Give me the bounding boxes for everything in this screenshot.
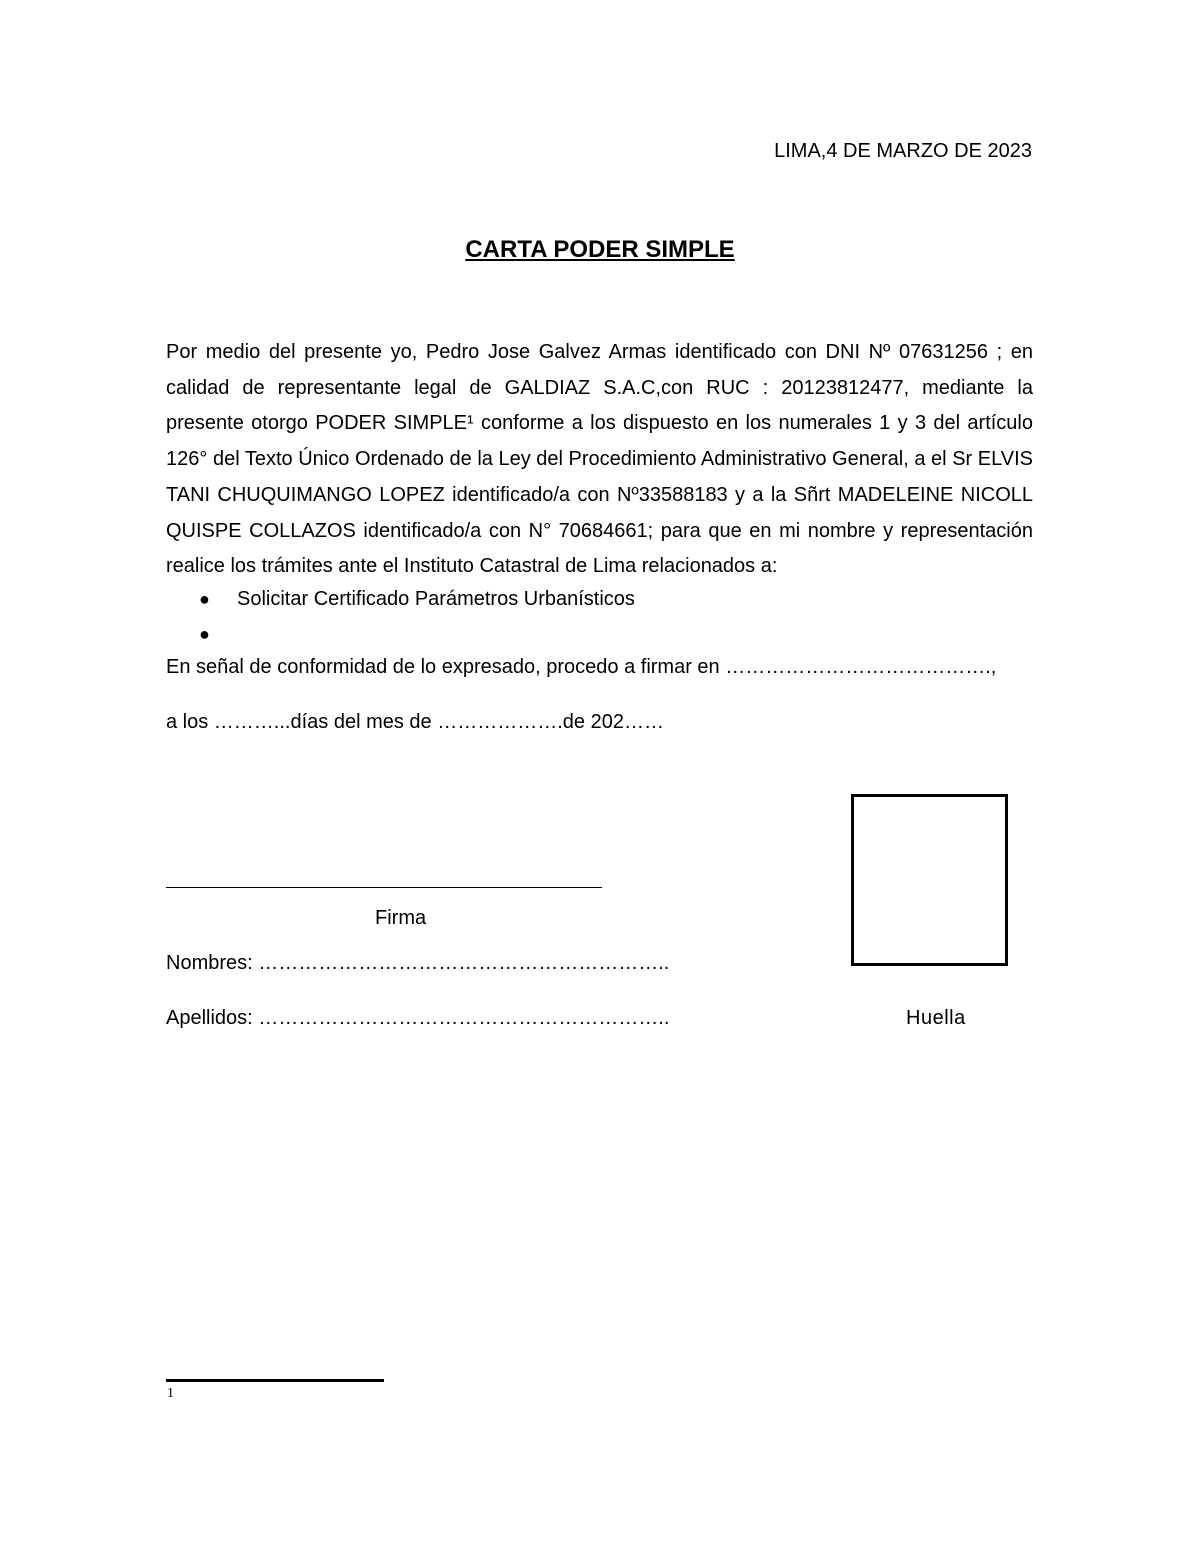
bullet-icon: ● xyxy=(199,624,210,644)
footnote-separator xyxy=(166,1379,384,1382)
date-fill-line: a los ………...días del mes de ……………….de 202…… xyxy=(166,711,664,733)
body-paragraph: Por medio del presente yo, Pedro Jose Galvez Armas identificado con DNI Nº 07631256 ; en calidad de representante legal de GALDIAZ S.A.C,con RUC : 20123812477, mediante la presente otorgo PODER SIMPLE¹ conforme a los dispuesto en los numerales 1 y 3 del artículo 126° del Texto Único Ordenado de la Ley del Procedimiento Administrativo General, a el Sr ELVIS TANI CHUQUIMANGO LOPEZ identificado/a con Nº33588183 y a la Sñrt MADELEINE NICOLL QUISPE COLLAZOS identificado/a con N° 70684661; para que en mi nombre y representación realice los trámites ante el Instituto Catastral de Lima relacionados a: xyxy=(166,341,1033,578)
signature-label: Firma xyxy=(375,907,427,929)
closing-statement: En señal de conformidad de lo expresado, procedo a firmar en …………………………………., xyxy=(166,656,997,678)
document-date: LIMA,4 DE MARZO DE 2023 xyxy=(774,140,1032,162)
apellidos-field: Apellidos: …………………………………………………….. xyxy=(166,1007,670,1029)
bullet-list xyxy=(166,582,635,652)
list-item xyxy=(166,582,635,617)
signature-line xyxy=(166,887,602,888)
bullet-icon: ● xyxy=(199,589,210,609)
fingerprint-box xyxy=(851,794,1008,966)
footnote-number: 1 xyxy=(167,1386,174,1401)
fingerprint-label: Huella xyxy=(906,1007,966,1029)
document-title: CARTA PODER SIMPLE xyxy=(465,236,735,263)
nombres-field: Nombres: …………………………………………………….. xyxy=(166,952,670,974)
list-item-text: Solicitar Certificado Parámetros Urbanísticos xyxy=(237,588,635,610)
list-item xyxy=(166,617,635,652)
